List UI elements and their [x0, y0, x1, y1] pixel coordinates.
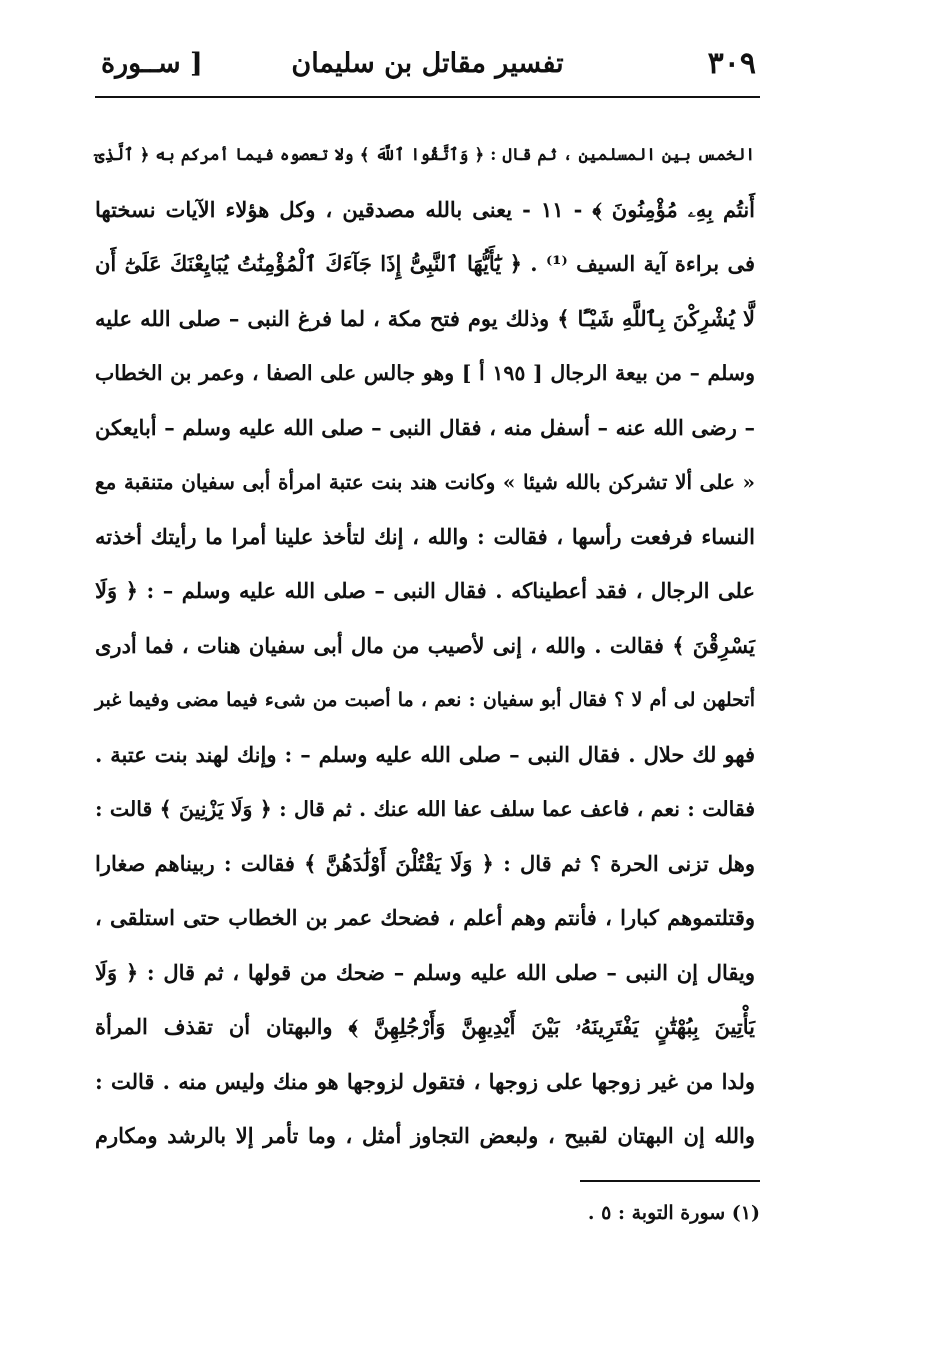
- text-line: على الرجال ، فقد أعطيناكه . فقال النبى – صلى الله عليه وسلم – : ﴿ وَلَا: [95, 578, 755, 603]
- page-header: [95, 40, 760, 98]
- text-line: فهو لك حلال . فقال النبى – صلى الله عليه وسلم – : وإنك لهند بنت عتبة .: [95, 741, 755, 767]
- text-line: يَسْرِقْنَ ﴾ فقالت . والله ، إنى لأصيب من مال أبى سفيان هنات ، فما أدرى: [95, 632, 755, 658]
- footnote-divider: [580, 1180, 760, 1182]
- text-line: ولدا من غير زوجها على زوجها ، فتقول لزوجها هو منك وليس منه . قالت :: [95, 1068, 755, 1094]
- text-line: الخمس بين المسلمين ، ثم قال : ﴿ وَٱتَّقُوا ٱللَّهَ ﴾ ولا تعصوه فيما أمركم به ﴿ ٱلَّذِىٓ: [95, 145, 755, 164]
- text-line: أَنتُم بِهِۦ مُؤْمِنُونَ ﴾ - ١١ - يعنى بالله مصدقين ، وكل هؤلاء الآيات نسختها: [95, 196, 756, 222]
- text-line: وهل تزنى الحرة ؟ ثم قال : ﴿ وَلَا يَقْتُلْنَ أَوْلَٰدَهُنَّ ﴾ فقالت : ربيناهم صغارا: [95, 850, 755, 876]
- text-line: لَّا يُشْرِكْنَ بِٱللَّهِ شَيْـًٔا ﴾ وذلك يوم فتح مكة ، لما فرغ النبى – صلى الله عليه: [95, 305, 755, 331]
- text-line: أتحلهن لى أم لا ؟ فقال أبو سفيان : نعم ، ما أصبت من شىء فيما مضى وفيما غبر: [95, 689, 755, 711]
- running-title: تفسير مقاتل بن سليمان: [291, 48, 564, 79]
- text-line: والله إن البهتان لقبيح ، ولبعض التجاوز أمثل ، وما تأمر إلا بالرشد ومكارم: [95, 1123, 756, 1148]
- text-line: وقتلتموهم كبارا ، فأنتم وهم أعلم ، فضحك عمر بن الخطاب حتى استلقى ،: [95, 905, 755, 930]
- body-text: [95, 128, 755, 1164]
- text-line: النساء فرفعت رأسها ، فقالت : والله ، إنك لتأخذ علينا أمرا ما رأيتك أخذته: [95, 523, 755, 549]
- text-line: ويقال إن النبى – صلى الله عليه وسلم – ضحك من قولها ، ثم قال : ﴿ وَلَا: [95, 959, 755, 985]
- text-line: وسلم – من بيعة الرجال [ ١٩٥ أ ] وهو جالس على الصفا ، وعمر بن الخطاب: [95, 361, 755, 385]
- footnote: (١) سورة التوبة : ٥ .: [587, 1202, 760, 1224]
- text-line: يَأْتِينَ بِبُهْتَٰنٍ يَفْتَرِينَهُۥ بَيْنَ أَيْدِيهِنَّ وَأَرْجُلِهِنَّ ﴾ والبهتان أن تقذف المرأة: [95, 1014, 755, 1039]
- text-line: « على ألا تشركن بالله شيئا » وكانت هند بنت عتبة امرأة أبى سفيان متنقبة مع: [95, 470, 755, 494]
- page-number: ٣٠٩: [707, 46, 756, 81]
- sura-label: [ ســورة: [101, 48, 203, 79]
- text-line: – رضى الله عنه – أسفل منه ، فقال النبى – صلى الله عليه وسلم – أبايعكن: [95, 414, 755, 440]
- text-line: فى براءة آية السيف ⁽¹⁾ . ﴿ يَٰٓأَيُّهَا ٱلنَّبِىُّ إِذَا جَآءَكَ ٱلْمُؤْمِنَٰتُ يُبَايِعْنَكَ عَلَىٰٓ أَن: [95, 251, 755, 276]
- text-line: فقالت : نعم ، فاعف عما سلف عفا الله عنك . ثم قال : ﴿ وَلَا يَزْنِينَ ﴾ قالت :: [95, 797, 755, 821]
